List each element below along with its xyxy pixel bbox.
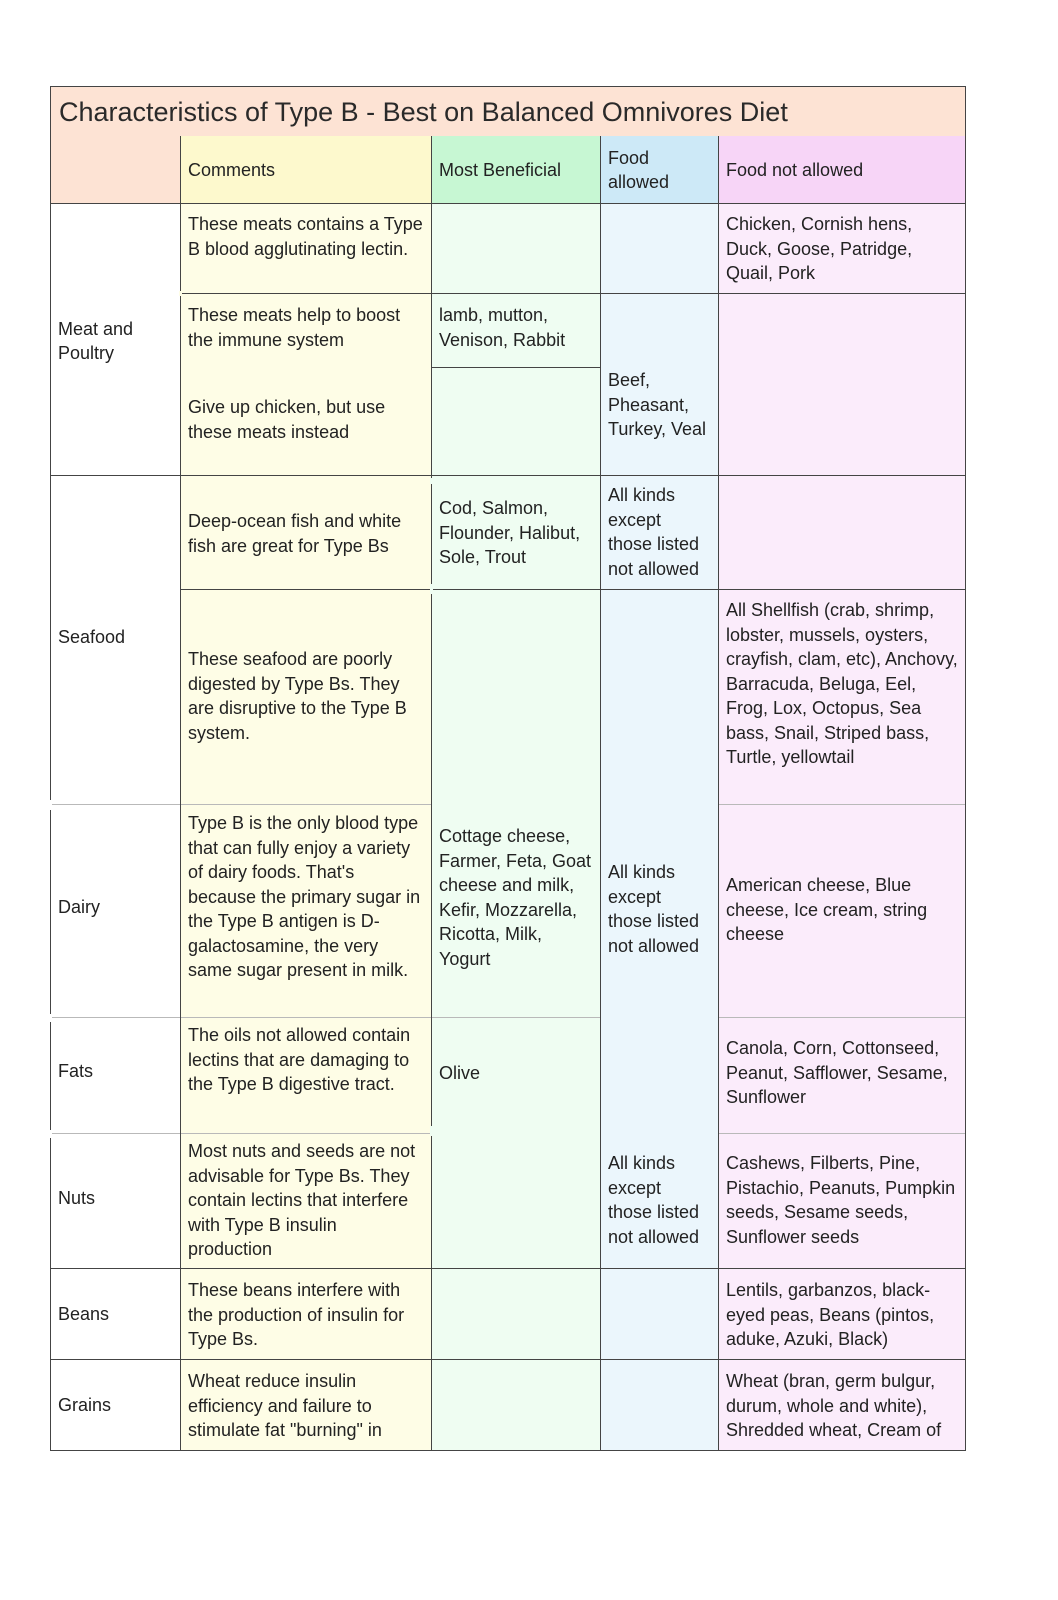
rule-seafood-row1 (180, 589, 966, 590)
category-meat-poultry: Meat and Poultry (58, 318, 134, 363)
border-left (50, 86, 51, 1451)
rule-meat-beneficial (431, 367, 600, 368)
not-allowed-meat: Chicken, Cornish hens, Duck, Goose, Patridge, Quail, Pork (726, 214, 913, 283)
not-allowed-nuts: Cashews, Filberts, Pine, Pistachio, Peanuts, Pumpkin seeds, Sesame seeds, Sunflower seeds (726, 1153, 956, 1247)
comment-grains: Wheat reduce insulin efficiency and failure to stimulate fat "burning" in (188, 1371, 382, 1440)
faint-rule (50, 804, 180, 805)
not-allowed-seafood: All Shellfish (crab, shrimp, lobster, mussels, oysters, crayfish, clam, etc), Anchovy, Barracuda, Beluga, Eel, Frog, Lox, Octopus, Sea bass, Snail, Striped bass, Turtle, yellowtail (726, 600, 958, 767)
category-fats: Fats (58, 1060, 94, 1081)
comment-seafood-poor: These seafood are poorly digested by Type Bs. They are disruptive to the Type B system. (188, 649, 407, 743)
faint-rule (718, 1017, 966, 1018)
divider-not-allowed (718, 136, 719, 1450)
header-comments: Comments (180, 136, 431, 204)
divider-gap (50, 1014, 52, 1022)
header-category (50, 136, 180, 204)
faint-rule (718, 804, 966, 805)
comment-beans: These beans interfere with the production of insulin for Type Bs. (188, 1280, 405, 1349)
header-food-not-allowed: Food not allowed (718, 136, 966, 204)
beneficial-seafood: Cod, Salmon, Flounder, Halibut, Sole, Trout (439, 498, 581, 567)
divider-allowed (600, 136, 601, 1450)
not-allowed-grains: Wheat (bran, germ bulgur, durum, whole and white), Shredded wheat, Cream of (726, 1371, 942, 1440)
page-title: Characteristics of Type B - Best on Balanced Omnivores Diet (50, 86, 966, 136)
header-most-beneficial: Most Beneficial (431, 136, 600, 204)
beneficial-dairy: Cottage cheese, Farmer, Feta, Goat cheese and milk, Kefir, Mozzarella, Ricotta, Milk, Yogurt (439, 826, 592, 969)
faint-rule (180, 1017, 431, 1018)
comment-fats: The oils not allowed contain lectins that are damaging to the Type B digestive tract. (188, 1025, 411, 1094)
divider-gap (430, 478, 433, 484)
divider-gap (50, 1130, 52, 1138)
allowed-dairy: All kinds except those listed not allowed (608, 862, 700, 956)
divider-gap (430, 584, 433, 594)
faint-rule (180, 804, 431, 805)
rule-meat-end (50, 475, 966, 476)
allowed-meat: Beef, Pheasant, Turkey, Veal (608, 370, 707, 439)
divider-gap (430, 1126, 433, 1136)
category-beans: Beans (58, 1303, 110, 1324)
divider-beneficial (431, 136, 432, 1450)
border-right (965, 86, 966, 1451)
comment-meat-immune: These meats help to boost the immune system (188, 305, 401, 350)
rule-meat-row1 (180, 293, 966, 294)
rule-header-bottom (50, 203, 966, 204)
beneficial-meat: lamb, mutton, Venison, Rabbit (439, 305, 566, 350)
category-seafood: Seafood (58, 626, 126, 647)
allowed-seafood: All kinds except those listed not allowed (608, 485, 700, 579)
divider-gap (179, 291, 182, 296)
category-grains: Grains (58, 1394, 112, 1415)
category-column-bg (50, 204, 180, 1450)
border-bottom (50, 1450, 966, 1451)
rule-nuts-end (50, 1268, 966, 1269)
faint-rule (50, 1133, 180, 1134)
not-allowed-column-bg (718, 204, 966, 1450)
comment-meat-chicken: Give up chicken, but use these meats instead (188, 397, 386, 442)
faint-rule (718, 1133, 966, 1134)
comment-dairy: Type B is the only blood type that can fully enjoy a variety of dairy foods. That's because the primary sugar in the Type B antigen is D-galactosamine, the very same sugar present in milk. (188, 813, 421, 980)
divider-gap (50, 800, 52, 810)
category-dairy: Dairy (58, 896, 101, 917)
comment-nuts: Most nuts and seeds are not advisable for Type Bs. They contain lectins that interfere with Type B insulin production (188, 1141, 416, 1259)
header-food-allowed: Food allowed (600, 136, 718, 204)
faint-rule (50, 1017, 180, 1018)
comment-seafood-fish: Deep-ocean fish and white fish are great for Type Bs (188, 511, 402, 556)
allowed-nuts: All kinds except those listed not allowed (608, 1153, 700, 1247)
border-top (50, 86, 966, 87)
rule-beans-end (50, 1359, 966, 1360)
divider-comments (180, 136, 181, 1450)
comment-meat-lectin: These meats contains a Type B blood agglutinating lectin. (188, 214, 423, 259)
not-allowed-dairy: American cheese, Blue cheese, Ice cream, string cheese (726, 875, 928, 944)
beneficial-fats: Olive (439, 1063, 481, 1083)
faint-rule (431, 1017, 600, 1018)
faint-rule (180, 1133, 431, 1134)
not-allowed-beans: Lentils, garbanzos, black-eyed peas, Beans (pintos, aduke, Azuki, Black) (726, 1280, 935, 1349)
category-nuts: Nuts (58, 1187, 96, 1208)
not-allowed-fats: Canola, Corn, Cottonseed, Peanut, Safflower, Sesame, Sunflower (726, 1038, 948, 1107)
